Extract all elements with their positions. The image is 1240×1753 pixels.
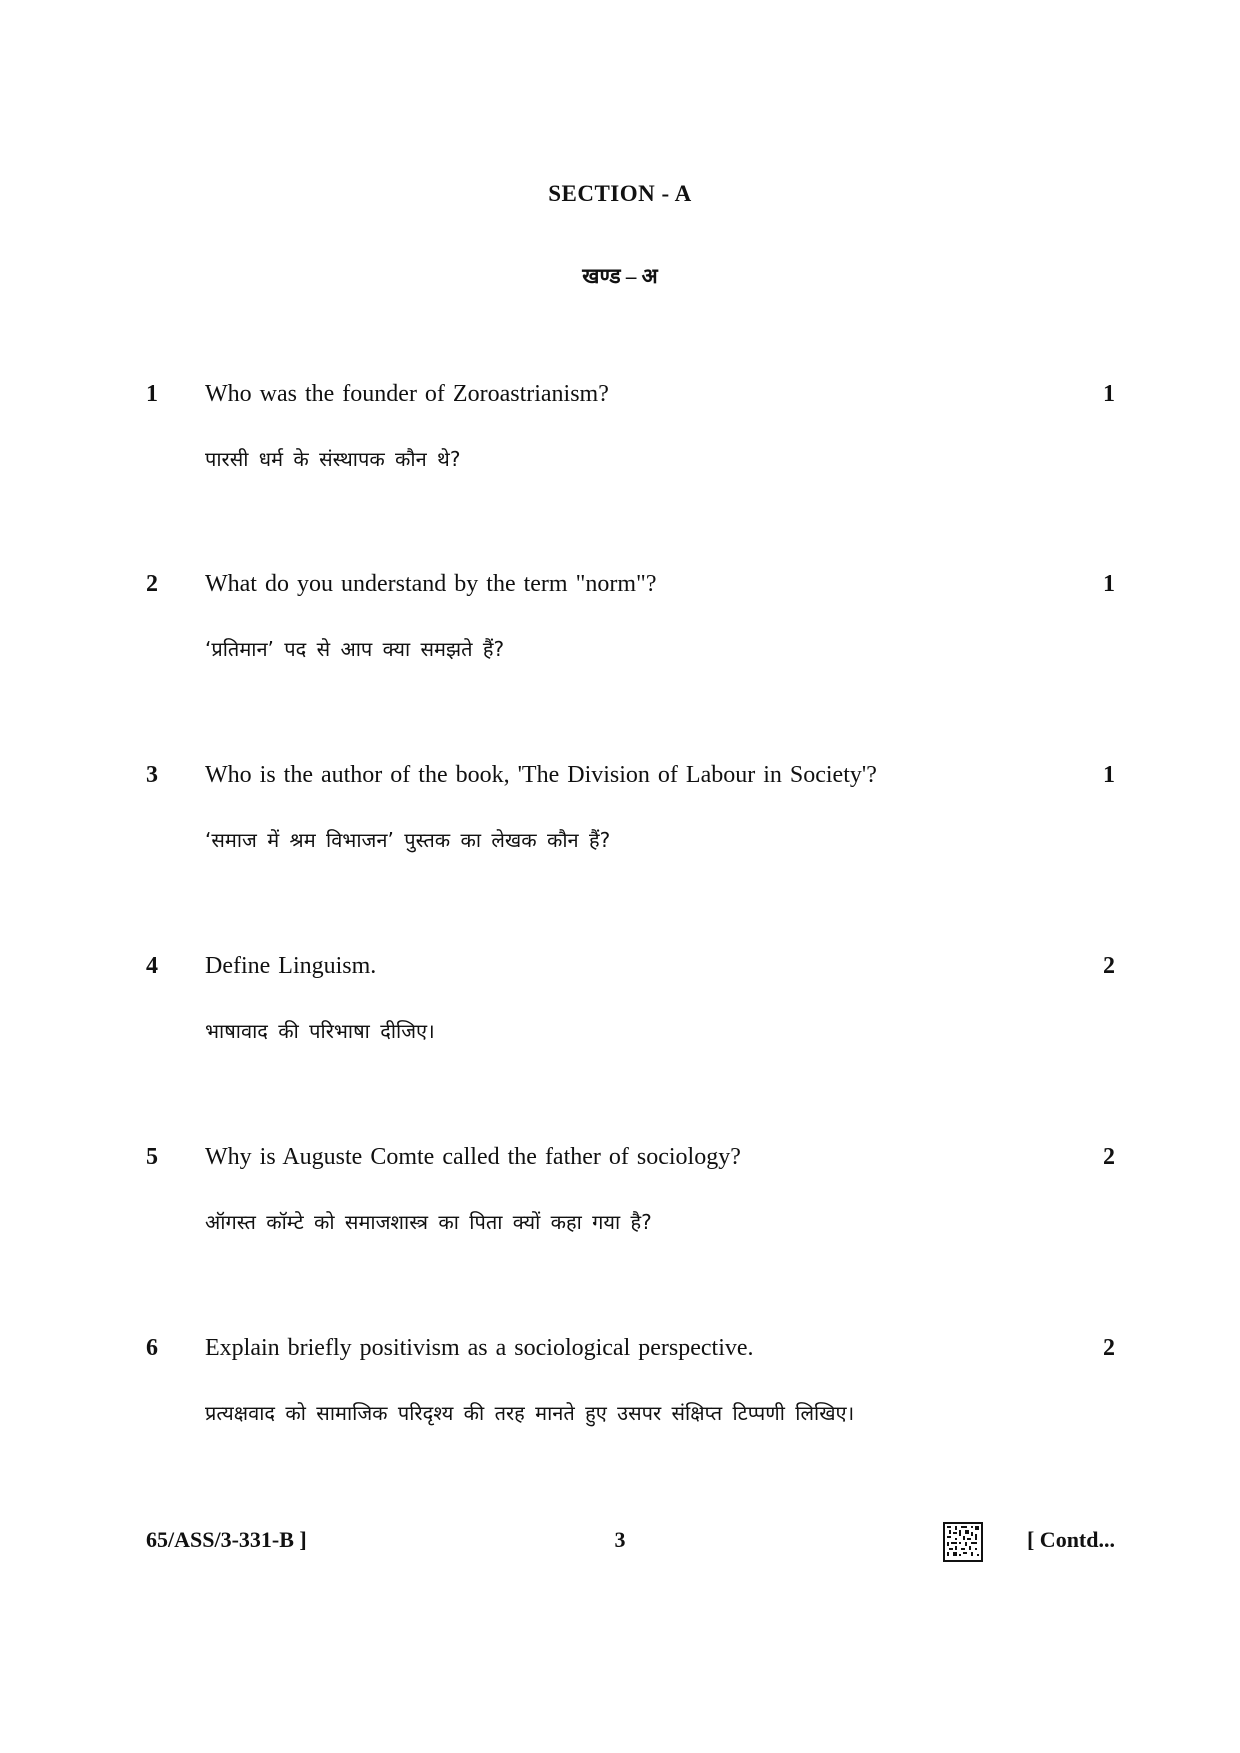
question-text-english: Define Linguism. [205,953,377,979]
question-text-english: Explain briefly positivism as a sociological perspective. [205,1335,754,1361]
question-text-english: Why is Auguste Comte called the father of sociology? [205,1144,741,1170]
section-title: SECTION - A [548,181,692,206]
question-number: 5 [146,1144,158,1170]
question-text-english: Who was the founder of Zoroastrianism? [205,381,609,407]
page-footer [0,1527,1240,1567]
page-number: 3 [614,1527,626,1552]
question-number: 1 [146,381,158,407]
question-3 [0,762,1240,882]
question-5 [0,1144,1240,1264]
question-marks: 1 [1103,381,1115,407]
question-number: 6 [146,1335,158,1361]
question-text-hindi: भाषावाद की परिभाषा दीजिए। [205,1019,435,1043]
question-number: 2 [146,571,158,597]
question-text-english: Who is the author of the book, 'The Division of Labour in Society'? [205,762,877,788]
question-text-hindi: प्रत्यक्षवाद को सामाजिक परिदृश्य की तरह मानते हुए उसपर संक्षिप्त टिप्पणी लिखिए। [205,1401,855,1425]
question-6 [0,1335,1240,1455]
question-marks: 2 [1103,1335,1115,1361]
question-marks: 1 [1103,762,1115,788]
section-title-hindi: खण्ड – अ [582,264,658,288]
question-text-hindi: ‘समाज में श्रम विभाजन’ पुस्तक का लेखक कौन हैं? [205,828,611,852]
question-text-english: What do you understand by the term "norm"? [205,571,657,597]
question-text-hindi: ‘प्रतिमान’ पद से आप क्या समझते हैं? [205,637,505,661]
question-text-hindi: ऑगस्त कॉम्टे को समाजशास्त्र का पिता क्यों कहा गया है? [205,1210,652,1234]
question-marks: 1 [1103,571,1115,597]
question-4 [0,953,1240,1073]
question-1 [0,381,1240,501]
question-number: 4 [146,953,158,979]
question-number: 3 [146,762,158,788]
qr-code-icon [943,1522,983,1562]
continued-label: [ Contd... [1026,1527,1115,1552]
question-2 [0,571,1240,691]
question-text-hindi: पारसी धर्म के संस्थापक कौन थे? [205,447,461,471]
question-marks: 2 [1103,1144,1115,1170]
paper-code: 65/ASS/3-331-B ] [146,1527,307,1552]
question-marks: 2 [1103,953,1115,979]
